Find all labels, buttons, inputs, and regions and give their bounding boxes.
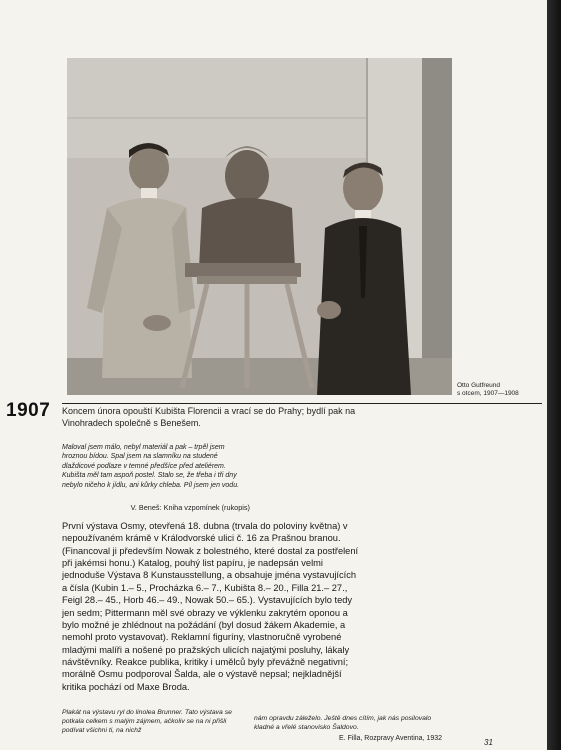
photo-caption bbox=[457, 382, 542, 399]
photo-illustration bbox=[67, 58, 452, 395]
intro-paragraph: Koncem února opouští Kubišta Florencii a vrací se do Prahy; bydlí pak na Vinohradech společně s Benešem. bbox=[62, 406, 356, 429]
page-number: 31 bbox=[484, 738, 493, 747]
year-heading: 1907 bbox=[6, 400, 51, 421]
photo-caption-line-2: s otcem, 1907—1908 bbox=[457, 390, 519, 398]
footnote-right-source: E. Filla, Rozpravy Aventina, 1932 bbox=[339, 735, 442, 742]
historical-photograph bbox=[67, 58, 452, 395]
photo-caption-line-1: Otto Gutfreund bbox=[457, 382, 500, 389]
book-spine-shadow bbox=[547, 0, 561, 750]
memoir-quote-source: V. Beneš: Kniha vzpomínek (rukopis) bbox=[130, 503, 250, 512]
footnote-left: Plakát na výstavu ryl do linolea Brunner. Tato výstava se potkala celkem s malým zájmem, ačkoliv se na ni přišli podívat všichni ti, na nichž bbox=[62, 709, 232, 735]
memoir-quote: Maloval jsem málo, nebyl materiál a pak – trpěl jsem hroznou bídou. Spal jsem na slamníku na studené dlaždicové podlaze v temné předšíce před ateliérem. Kubišta měl tam aspoň postel. Stalo se, že třeba i tři dny nebylo ničeho k jídlu, ani kůrky chleba. Píl jsem jen vodu. bbox=[62, 444, 240, 489]
section-divider bbox=[62, 403, 542, 404]
main-paragraph: První výstava Osmy, otevřená 18. dubna (trvala do poloviny května) v nepoužívaném krámě v Králodvorské ulici č. 16 za Prašnou branou. (Financoval ji především Nowak z bolestného, které dostal za postřelení při jakémsi honu.) Katalog, pouhý list papíru, je nadepsán velmi jednoduše Výstava 8 Kunstausstellung, a obsahuje jména vystavujících a čísla (Kubin 1.– 5., Procházka 6.– 7., Kubišta 8.– 20., Filla 21.– 27., Feigl 28.– 45., Horb 46.– 49., Nowak 50.– 65.). Vystavujících bylo tedy jen sedm; Pittermann měl své obrazy ve výklenku zakrytém oponou a bylo možné je zhlédnout na požádání (byl dosud žákem Akademie, a nemohl proto vystavovat). Reklamní figuríny, vlastnoručně vyrobené mladými malíři a nošené po pražských ulicích najatými posluhy, lákaly návštěvníky. Reakce publika, kritiky i umělců byly převážně negativní; morálně Osmu podporoval Šalda, ale o výstavě nepsal; nejkladnější kritika pochází od Maxe Broda. bbox=[62, 521, 359, 692]
footnote-right: nám opravdu záleželo. Ještě dnes cítím, jak nás posilovalo kladné a vřelé stanovisko Šaldovo. bbox=[254, 715, 432, 732]
